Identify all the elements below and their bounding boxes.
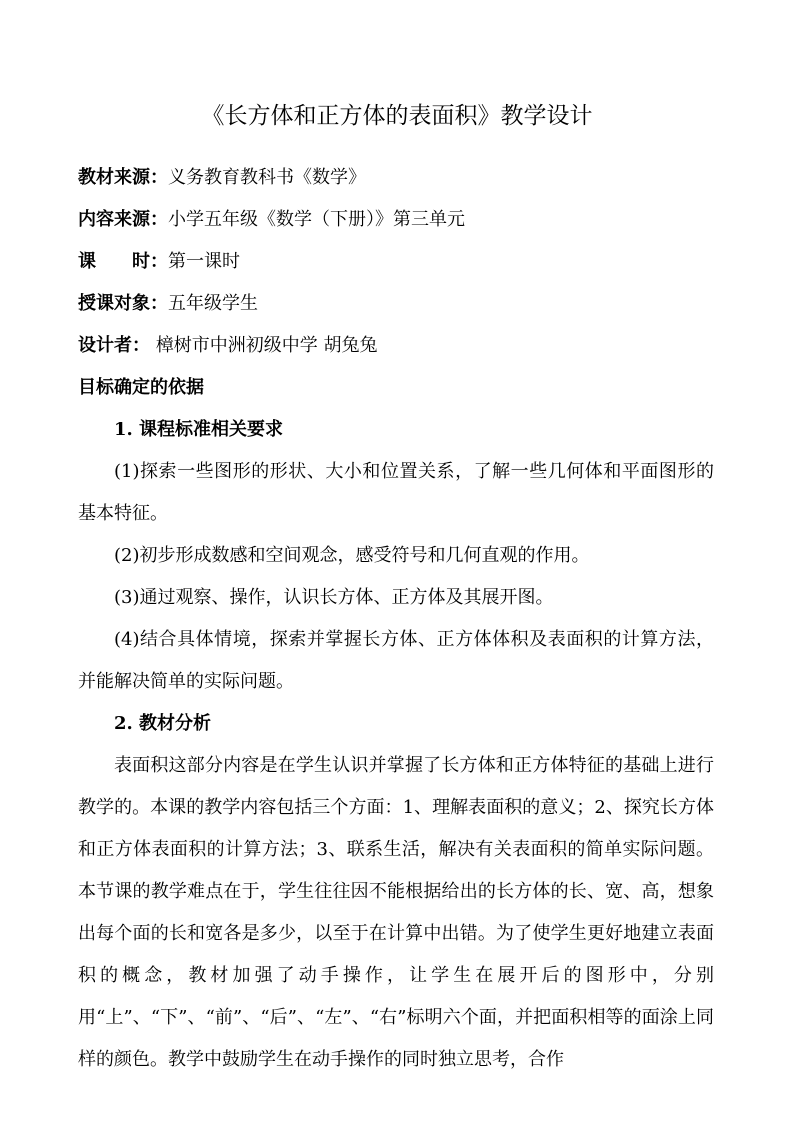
- standard-item-3: (3)通过观察、操作，认识长方体、正方体及其展开图。: [114, 587, 554, 608]
- content-value: 小学五年级《数学（下册）》第三单元: [168, 209, 465, 230]
- audience-value: 五年级学生: [168, 293, 258, 314]
- period-label-a: 课: [78, 251, 96, 272]
- document-title: 《长方体和正方体的表面积》教学设计: [201, 103, 593, 129]
- meta-period: [78, 247, 240, 277]
- designer-value: 樟树市中洲初级中学 胡兔兔: [150, 335, 378, 356]
- designer-label: 设计者：: [78, 335, 150, 356]
- subsection-heading-textbook: 2. 教材分析: [114, 713, 212, 734]
- source-value: 义务教育教科书《数学》: [168, 167, 366, 188]
- audience-label: 授课对象：: [78, 293, 168, 314]
- subsection-heading-standards: 1. 课程标准相关要求: [114, 419, 284, 440]
- meta-content: [78, 205, 465, 235]
- standard-item-4: (4)结合具体情境，探索并掌握长方体、正方体体积及表面积的计算方法，并能解决简单的实际问题。: [78, 629, 714, 692]
- period-value: 第一课时: [168, 251, 240, 272]
- textbook-analysis-paragraph: 表面积这部分内容是在学生认识并掌握了长方体和正方体特征的基础上进行教学的。本课的教学内容包括三个方面：1、理解表面积的意义；2、探究长方体和正方体表面积的计算方法；3、联系生活，解决有关表面积的简单实际问题。本节课的教学难点在于，学生往往因不能根据给出的长方体的长、宽、高，想象出每个面的长和宽各是多少，以至于在计算中出错。为了使学生更好地建立表面积的概念，教材加强了动手操作，让学生在展开后的图形中，分别用“上”、“下”、“前”、“后”、“左”、“右”标明六个面，并把面积相等的面涂上同样的颜色。教学中鼓励学生在动手操作的同时独立思考，合作: [78, 755, 714, 1070]
- content-label: 内容来源：: [78, 209, 168, 230]
- standard-item-2: (2)初步形成数感和空间观念，感受符号和几何直观的作用。: [114, 545, 590, 566]
- meta-designer: [78, 331, 377, 361]
- section-heading-basis: 目标确定的依据: [78, 377, 204, 398]
- standard-item-1: (1)探索一些图形的形状、大小和位置关系，了解一些几何体和平面图形的基本特征。: [78, 461, 714, 524]
- meta-audience: [78, 289, 258, 319]
- period-label-b: 时：: [132, 251, 168, 272]
- source-label: 教材来源：: [78, 167, 168, 188]
- meta-source: [78, 163, 366, 193]
